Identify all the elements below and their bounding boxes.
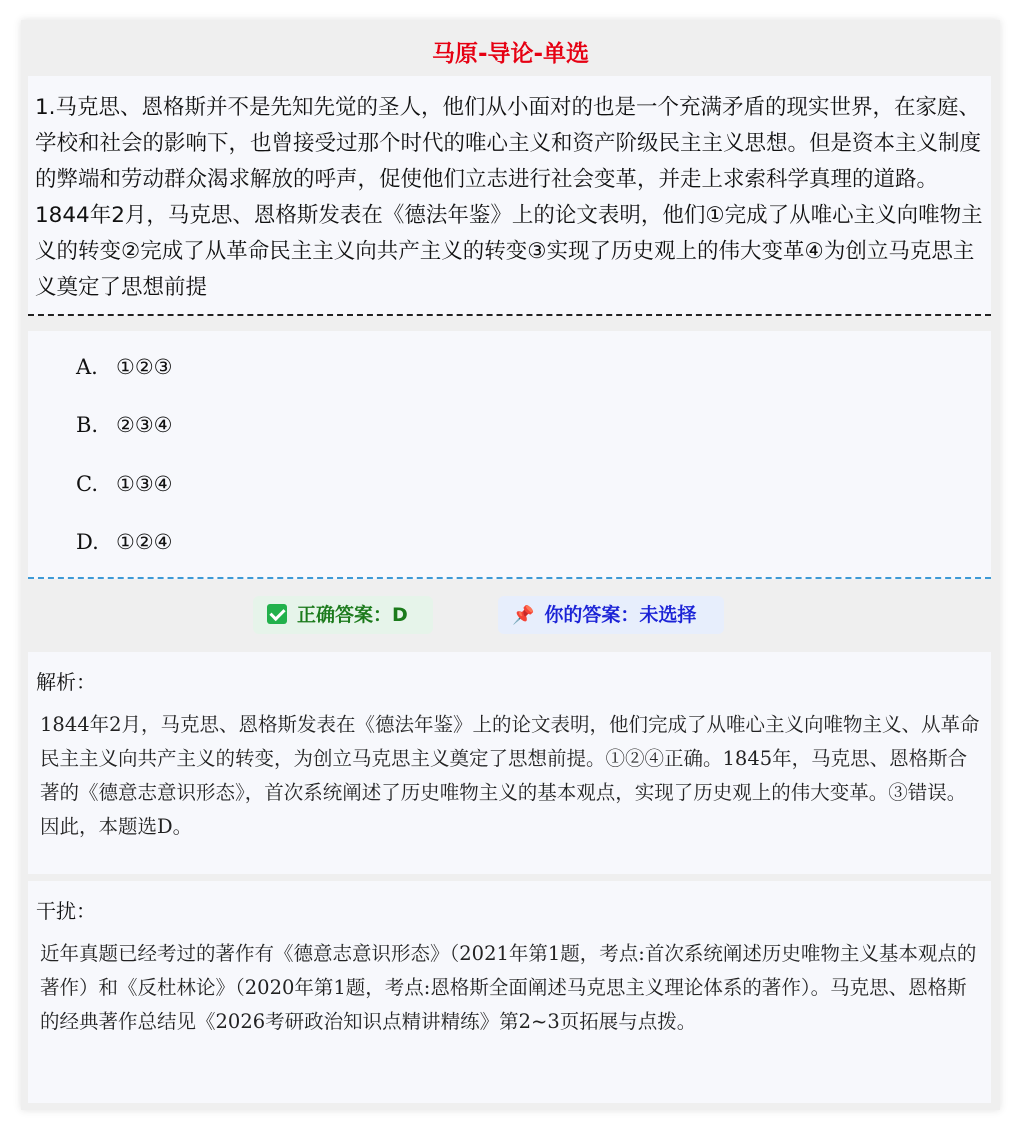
- option-letter: D.: [76, 530, 99, 554]
- option-c[interactable]: [76, 467, 172, 501]
- option-letter: A.: [76, 355, 98, 379]
- question-stem: [28, 76, 991, 316]
- check-icon: [267, 604, 287, 624]
- option-letter: C.: [76, 472, 98, 496]
- analysis-panel: [28, 652, 991, 874]
- analysis-label: 解析：: [36, 670, 96, 694]
- option-d[interactable]: [76, 525, 172, 559]
- analysis-text: 1844年2月，马克思、恩格斯发表在《德法年鉴》上的论文表明，他们完成了从唯心主义向唯物主义、从革命民主主义向共产主义的转变，为创立马克思主义奠定了思想前提。①②④正确。1845年，马克思、恩格斯合著的《德意志意识形态》，首次系统阐述了历史唯物主义的基本观点，实现了历史观上的伟大变革。③错误。因此，本题选D。: [40, 713, 980, 838]
- option-b[interactable]: [76, 408, 172, 442]
- your-answer-badge: [498, 596, 724, 634]
- your-answer-text: 你的答案：未选择: [544, 604, 697, 626]
- option-a[interactable]: [76, 350, 172, 384]
- correct-answer-badge: [253, 596, 433, 634]
- pin-icon: 📌: [512, 605, 535, 626]
- option-text: ①②④: [116, 530, 173, 554]
- option-text: ①③④: [116, 472, 173, 496]
- distractor-label: 干扰：: [36, 899, 96, 923]
- distractor-panel: [28, 881, 991, 1103]
- option-text: ②③④: [116, 413, 173, 437]
- option-text: ①②③: [116, 355, 173, 379]
- page-title: 马原-导论-单选: [431, 41, 590, 67]
- answer-row: [0, 596, 1021, 636]
- distractor-text: 近年真题已经考过的著作有《德意志意识形态》（2021年第1题，考点:首次系统阐述历史唯物主义基本观点的著作）和《反杜林论》（2020年第1题，考点:恩格斯全面阐述马克思主义理论体系的著作）。马克思、恩格斯的经典著作总结见《2026考研政治知识点精讲精练》第2~3页拓展与点拨。: [40, 942, 977, 1033]
- option-letter: B.: [76, 413, 99, 437]
- options-list: [28, 331, 991, 579]
- correct-answer-text: 正确答案：D: [297, 604, 408, 626]
- question-text: 1.马克思、恩格斯并不是先知先觉的圣人，他们从小面对的也是一个充满矛盾的现实世界，在家庭、学校和社会的影响下，也曾接受过那个时代的唯心主义和资产阶级民主主义思想。但是资本主义制度的弊端和劳动群众渴求解放的呼声，促使他们立志进行社会变革，并走上求索科学真理的道路。1844年2月，马克思、恩格斯发表在《德法年鉴》上的论文表明，他们①完成了从唯心主义向唯物主义的转变②完成了从革命民主主义向共产主义的转变③实现了历史观上的伟大变革④为创立马克思主义奠定了思想前提: [35, 95, 983, 300]
